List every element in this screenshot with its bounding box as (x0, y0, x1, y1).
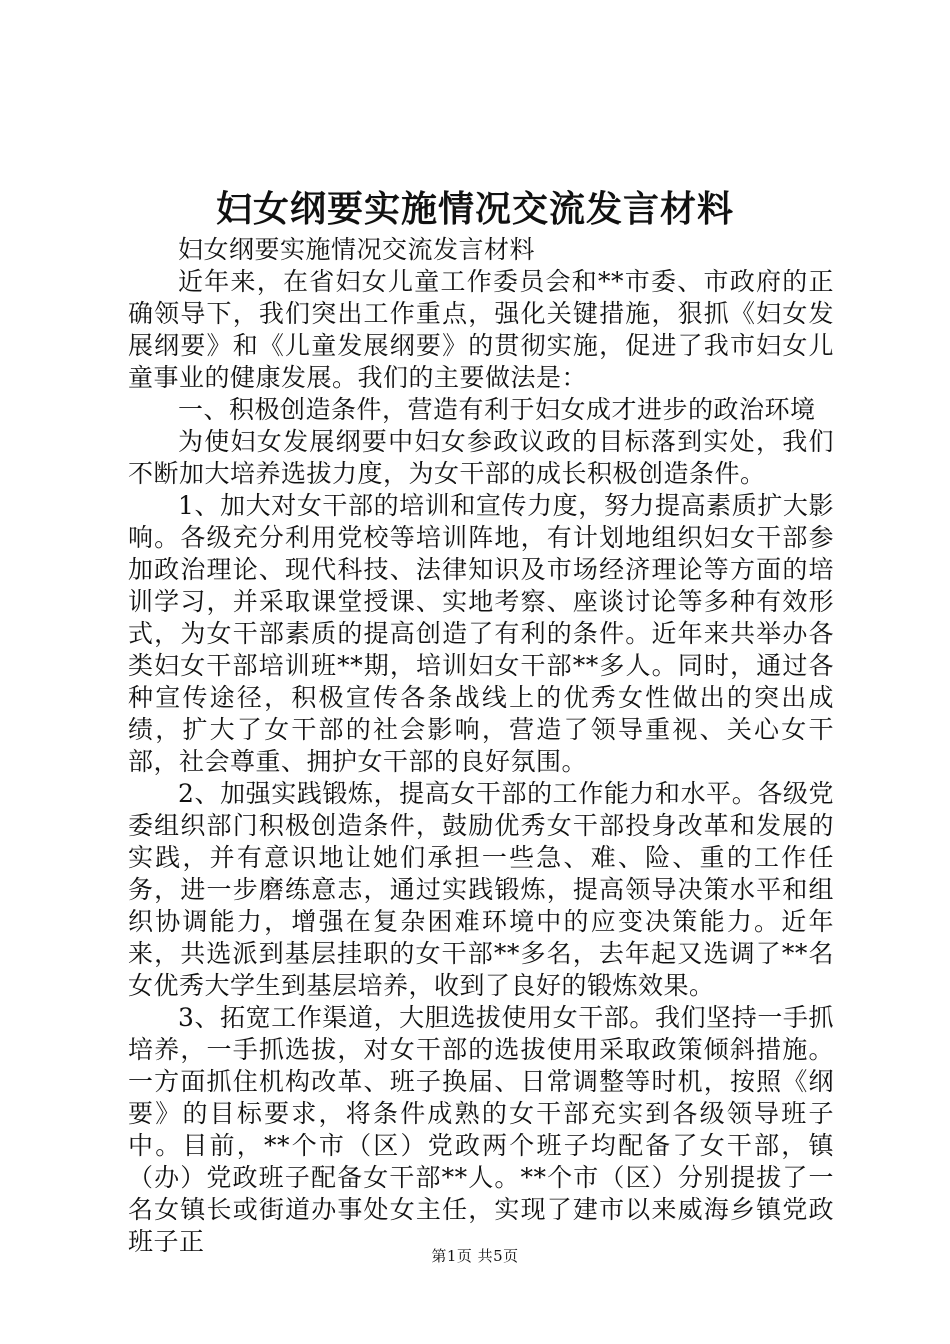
document-title: 妇女纲要实施情况交流发言材料 (215, 188, 734, 230)
body-paragraph: 2、加强实践锻炼，提高女干部的工作能力和水平。各级党委组织部门积极创造条件，鼓励优秀女干部投身改革和发展的实践，并有意识地让她们承担一些急、难、险、重的工作任务，进一步磨练意志，通过实践锻炼，提高领导决策水平和组织协调能力，增强在复杂困难环境中的应变决策能力。近年来，共选派到基层挂职的女干部**多名，去年起又选调了**名女优秀大学生到基层培养，收到了良好的锻炼效果。 (128, 779, 834, 1000)
body-paragraph: 1、加大对女干部的培训和宣传力度，努力提高素质扩大影响。各级充分利用党校等培训阵地，有计划地组织妇女干部参加政治理论、现代科技、法律知识及市场经济理论等方面的培训学习，并采取课堂授课、实地考察、座谈讨论等多种有效形式，为女干部素质的提高创造了有利的条件。近年来共举办各类妇女干部培训班**期，培训妇女干部**多人。同时，通过各种宣传途径，积极宣传各条战线上的优秀女性做出的突出成绩，扩大了女干部的社会影响，营造了领导重视、关心女干部，社会尊重、拥护女干部的良好氛围。 (128, 491, 834, 776)
body-paragraph: 为使妇女发展纲要中妇女参政议政的目标落到实处，我们不断加大培养选拔力度，为女干部的成长积极创造条件。 (128, 427, 834, 488)
document-body (128, 234, 834, 1258)
page-number-footer: 第1页 共5页 (431, 1247, 519, 1265)
body-paragraph: 3、拓宽工作渠道，大胆选拔使用女干部。我们坚持一手抓培养，一手抓选拔，对女干部的选拔使用采取政策倾斜措施。一方面抓住机构改革、班子换届、日常调整等时机，按照《纲要》的目标要求，将条件成熟的女干部充实到各级领导班子中。目前，**个市（区）党政两个班子均配备了女干部，镇（办）党政班子配备女干部**人。**个市（区）分别提拔了一名女镇长或街道办事处女主任，实现了建市以来威海乡镇党政班子正 (128, 1003, 834, 1256)
intro-paragraph: 近年来，在省妇女儿童工作委员会和**市委、市政府的正确领导下，我们突出工作重点，强化关键措施，狠抓《妇女发展纲要》和《儿童发展纲要》的贯彻实施，促进了我市妇女儿童事业的健康发展。我们的主要做法是： (128, 267, 834, 392)
subtitle-paragraph: 妇女纲要实施情况交流发言材料 (178, 235, 536, 264)
section-heading-1: 一、积极创造条件，营造有利于妇女成才进步的政治环境 (178, 395, 816, 424)
